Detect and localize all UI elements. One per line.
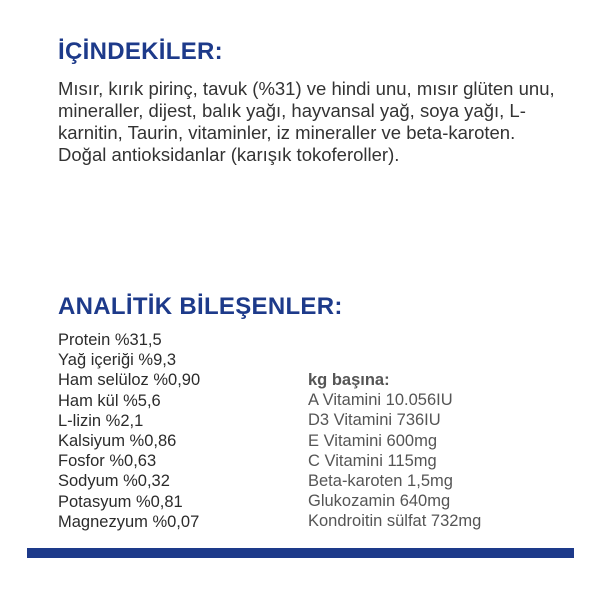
vitamin-item: A Vitamini 10.056IU: [308, 391, 453, 410]
component-item: Fosfor %0,63: [58, 452, 157, 471]
ingredients-text: Mısır, kırık pirinç, tavuk (%31) ve hindi unu, mısır glüten unu, mineraller, dijest, balık yağı, hayvansal yağ, soya yağı, L-karnitin, Taurin, vitaminler, iz mineraller ve beta-karoten. Doğal antioksidanlar (karışık tokoferoller).: [58, 78, 555, 165]
vitamin-item: C Vitamini 115mg: [308, 451, 437, 470]
component-item: Yağ içeriği %9,3: [58, 351, 177, 370]
component-item: Ham selüloz %0,90: [58, 371, 201, 390]
component-item: Magnezyum %0,07: [58, 512, 200, 531]
component-item: Protein %31,5: [58, 331, 162, 349]
component-item: Sodyum %0,32: [58, 472, 170, 491]
per-kg-label: kg başına:: [308, 371, 390, 389]
component-item: Ham kül %5,6: [58, 391, 161, 410]
vitamin-item: E Vitamini 600mg: [308, 431, 438, 450]
vitamin-item: Glukozamin 640mg: [308, 492, 451, 511]
vitamin-item: Kondroitin sülfat 732mg: [308, 512, 482, 531]
component-item: Kalsiyum %0,86: [58, 432, 177, 451]
per-kg-list: [308, 370, 481, 532]
vitamin-item: Beta-karoten 1,5mg: [308, 472, 453, 491]
component-item: L-lizin %2,1: [58, 411, 144, 430]
analytical-components-list: [58, 330, 200, 532]
vitamin-item: D3 Vitamini 736IU: [308, 411, 441, 430]
ingredients-heading: İÇİNDEKİLER:: [58, 38, 223, 65]
component-item: Potasyum %0,81: [58, 492, 183, 511]
bottom-divider-bar: [27, 548, 574, 558]
analytical-components-heading: ANALİTİK BİLEŞENLER:: [58, 293, 343, 320]
